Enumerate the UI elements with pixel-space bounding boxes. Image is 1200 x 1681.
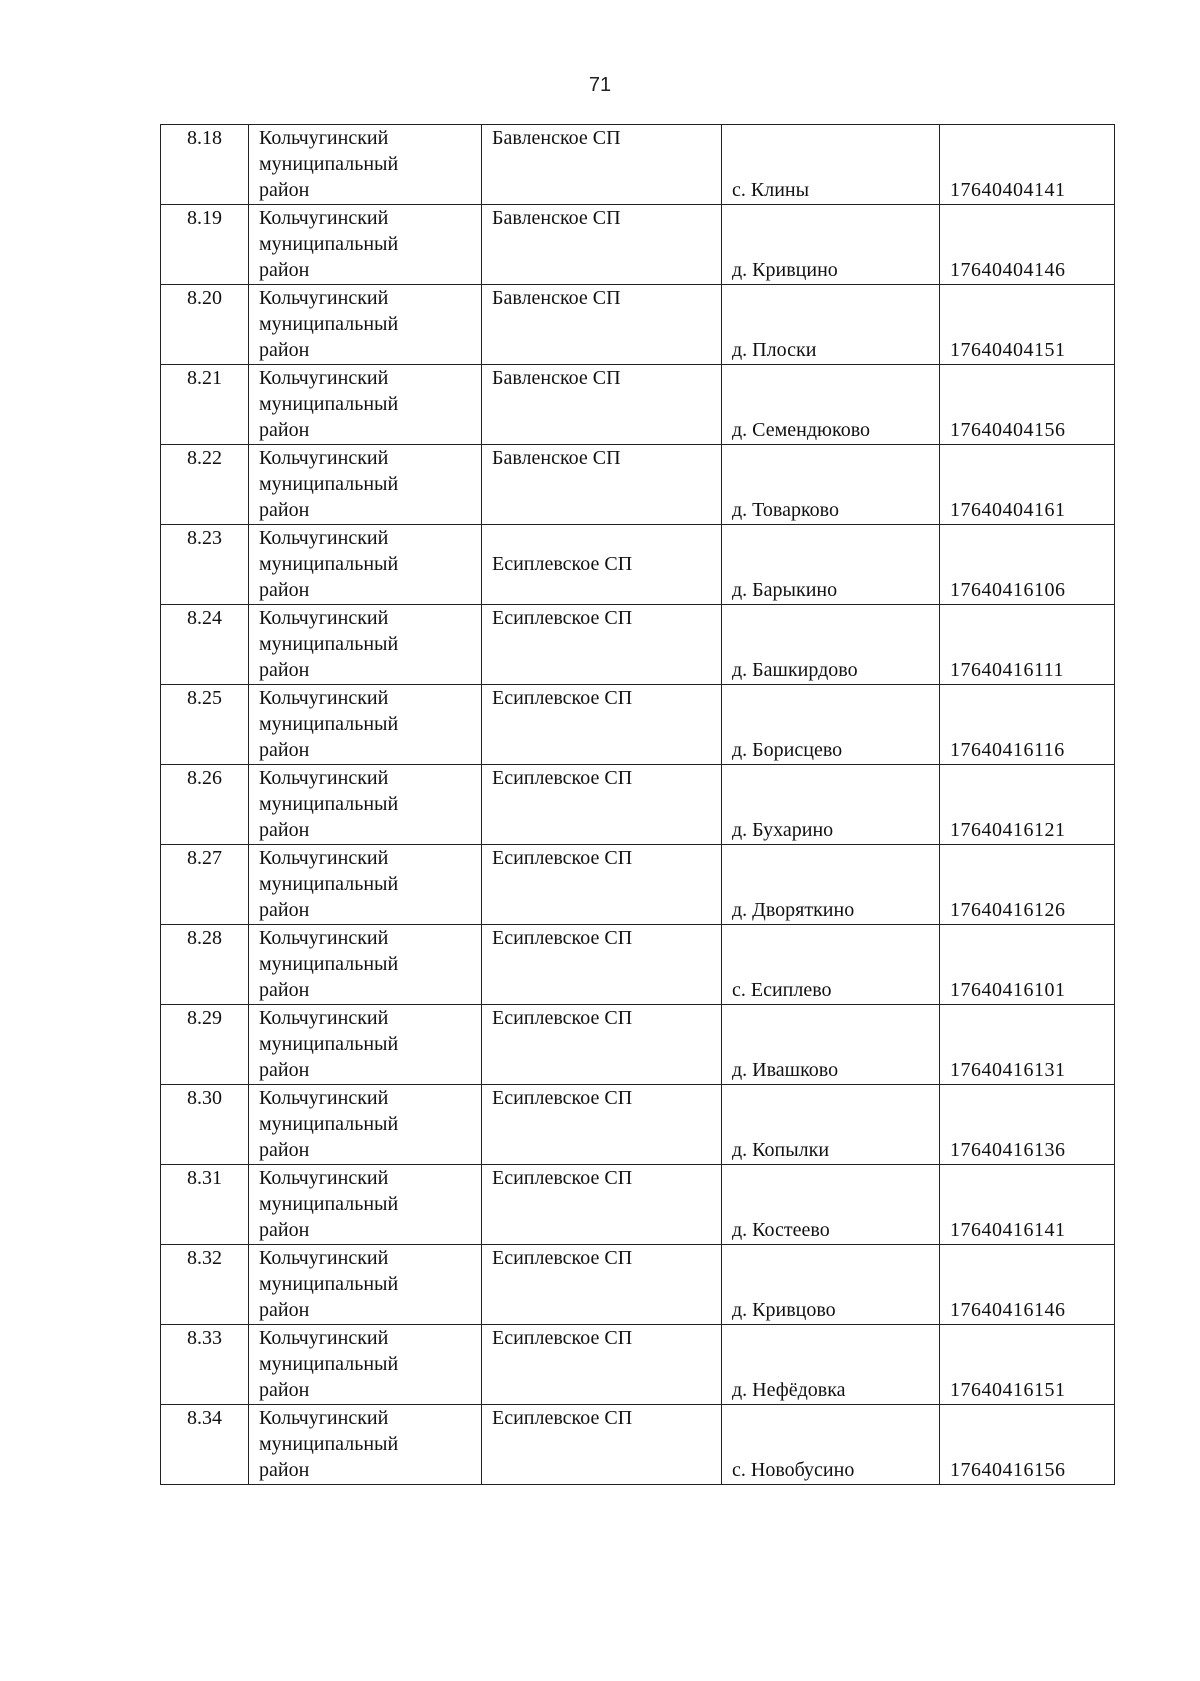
- locality-cell: [722, 1245, 940, 1325]
- settlement-cell: [482, 365, 722, 445]
- oktmo-code-cell: [940, 845, 1115, 925]
- district-cell: [249, 925, 482, 1005]
- oktmo-code-text: 17640404156: [950, 419, 1066, 441]
- district-text: Кольчугинский муниципальный район: [259, 1327, 399, 1401]
- row-number-cell: [161, 1165, 249, 1245]
- district-cell: [249, 685, 482, 765]
- locality-cell: [722, 765, 940, 845]
- row-number-cell: [161, 1005, 249, 1085]
- table-row: [161, 845, 1115, 925]
- locality-text: д. Костеево: [732, 1219, 830, 1241]
- settlement-text: Есиплевское СП: [492, 553, 633, 575]
- locality-text: д. Бухарино: [732, 819, 834, 841]
- locality-cell: [722, 445, 940, 525]
- row-number-cell: [161, 1085, 249, 1165]
- district-text: Кольчугинский муниципальный район: [259, 927, 399, 1001]
- district-text: Кольчугинский муниципальный район: [259, 1247, 399, 1321]
- row-number-text: 8.18: [187, 127, 222, 149]
- district-cell: [249, 605, 482, 685]
- row-number-text: 8.22: [187, 447, 222, 469]
- row-number-cell: [161, 605, 249, 685]
- oktmo-code-text: 17640416151: [950, 1379, 1066, 1401]
- oktmo-code-text: 17640416116: [950, 739, 1065, 761]
- table-row: [161, 1245, 1115, 1325]
- oktmo-code-text: 17640416141: [950, 1219, 1066, 1241]
- district-text: Кольчугинский муниципальный район: [259, 847, 399, 921]
- district-cell: [249, 285, 482, 365]
- oktmo-code-cell: [940, 765, 1115, 845]
- table-row: [161, 1085, 1115, 1165]
- district-cell: [249, 1405, 482, 1485]
- settlement-text: Бавленское СП: [492, 127, 621, 149]
- settlement-text: Есиплевское СП: [492, 847, 633, 869]
- district-cell: [249, 1325, 482, 1405]
- settlement-cell: [482, 285, 722, 365]
- row-number-cell: [161, 125, 249, 205]
- settlement-cell: [482, 1005, 722, 1085]
- locality-cell: [722, 1405, 940, 1485]
- oktmo-code-cell: [940, 285, 1115, 365]
- settlement-text: Есиплевское СП: [492, 767, 633, 789]
- row-number-text: 8.20: [187, 287, 222, 309]
- row-number-text: 8.27: [187, 847, 222, 869]
- locality-cell: [722, 365, 940, 445]
- locality-cell: [722, 1085, 940, 1165]
- oktmo-code-text: 17640416156: [950, 1459, 1066, 1481]
- locality-text: с. Новобусино: [732, 1459, 855, 1481]
- district-cell: [249, 205, 482, 285]
- oktmo-code-cell: [940, 125, 1115, 205]
- settlement-cell: [482, 1165, 722, 1245]
- row-number-cell: [161, 765, 249, 845]
- row-number-text: 8.32: [187, 1247, 222, 1269]
- row-number-cell: [161, 925, 249, 1005]
- oktmo-code-cell: [940, 445, 1115, 525]
- row-number-text: 8.31: [187, 1167, 222, 1189]
- district-cell: [249, 445, 482, 525]
- row-number-text: 8.23: [187, 527, 222, 549]
- table-row: [161, 445, 1115, 525]
- locality-cell: [722, 1165, 940, 1245]
- district-cell: [249, 125, 482, 205]
- settlement-text: Есиплевское СП: [492, 1327, 633, 1349]
- settlement-cell: [482, 525, 722, 605]
- district-cell: [249, 365, 482, 445]
- locality-text: д. Плоски: [732, 339, 817, 361]
- oktmo-code-text: 17640416101: [950, 979, 1066, 1001]
- district-text: Кольчугинский муниципальный район: [259, 1087, 399, 1161]
- table-row: [161, 1325, 1115, 1405]
- locality-text: д. Барыкино: [732, 579, 838, 601]
- table-row: [161, 765, 1115, 845]
- district-text: Кольчугинский муниципальный район: [259, 1407, 399, 1481]
- oktmo-code-cell: [940, 1325, 1115, 1405]
- oktmo-code-text: 17640416111: [950, 659, 1065, 681]
- table-body: [161, 125, 1115, 1485]
- settlement-text: Бавленское СП: [492, 207, 621, 229]
- table-row: [161, 285, 1115, 365]
- district-text: Кольчугинский муниципальный район: [259, 447, 399, 521]
- locality-cell: [722, 845, 940, 925]
- table-row: [161, 1165, 1115, 1245]
- district-cell: [249, 1085, 482, 1165]
- settlement-text: Есиплевское СП: [492, 1167, 633, 1189]
- row-number-text: 8.21: [187, 367, 222, 389]
- settlement-cell: [482, 845, 722, 925]
- locality-text: с. Есиплево: [732, 979, 832, 1001]
- row-number-cell: [161, 525, 249, 605]
- locality-cell: [722, 925, 940, 1005]
- settlement-cell: [482, 765, 722, 845]
- table-row: [161, 525, 1115, 605]
- locality-cell: [722, 685, 940, 765]
- row-number-text: 8.29: [187, 1007, 222, 1029]
- table-row: [161, 125, 1115, 205]
- district-text: Кольчугинский муниципальный район: [259, 767, 399, 841]
- row-number-text: 8.26: [187, 767, 222, 789]
- oktmo-code-text: 17640416146: [950, 1299, 1066, 1321]
- district-text: Кольчугинский муниципальный район: [259, 1007, 399, 1081]
- page-number: 71: [588, 74, 612, 96]
- settlement-text: Есиплевское СП: [492, 1087, 633, 1109]
- oktmo-code-cell: [940, 1005, 1115, 1085]
- oktmo-code-cell: [940, 1245, 1115, 1325]
- table-row: [161, 1405, 1115, 1485]
- settlement-cell: [482, 1085, 722, 1165]
- locality-text: с. Клины: [732, 179, 810, 201]
- district-text: Кольчугинский муниципальный район: [259, 127, 399, 201]
- settlement-cell: [482, 1245, 722, 1325]
- district-cell: [249, 845, 482, 925]
- row-number-text: 8.25: [187, 687, 222, 709]
- settlement-cell: [482, 445, 722, 525]
- row-number-cell: [161, 205, 249, 285]
- table-row: [161, 605, 1115, 685]
- locality-text: д. Башкирдово: [732, 659, 858, 681]
- locality-text: д. Семендюково: [732, 419, 870, 441]
- settlement-text: Есиплевское СП: [492, 1247, 633, 1269]
- settlement-text: Бавленское СП: [492, 447, 621, 469]
- row-number-cell: [161, 285, 249, 365]
- locality-text: д. Кривцово: [732, 1299, 836, 1321]
- settlement-cell: [482, 925, 722, 1005]
- oktmo-code-cell: [940, 1405, 1115, 1485]
- oktmo-code-cell: [940, 1085, 1115, 1165]
- settlement-text: Есиплевское СП: [492, 1407, 633, 1429]
- district-cell: [249, 525, 482, 605]
- settlement-cell: [482, 605, 722, 685]
- oktmo-code-cell: [940, 1165, 1115, 1245]
- settlement-text: Есиплевское СП: [492, 607, 633, 629]
- row-number-cell: [161, 445, 249, 525]
- row-number-cell: [161, 1325, 249, 1405]
- oktmo-code-text: 17640416106: [950, 579, 1066, 601]
- oktmo-code-cell: [940, 525, 1115, 605]
- locality-text: д. Борисцево: [732, 739, 843, 761]
- row-number-text: 8.34: [187, 1407, 222, 1429]
- district-text: Кольчугинский муниципальный район: [259, 287, 399, 361]
- table-row: [161, 685, 1115, 765]
- district-cell: [249, 1245, 482, 1325]
- oktmo-code-cell: [940, 685, 1115, 765]
- row-number-cell: [161, 1405, 249, 1485]
- oktmo-code-text: 17640404141: [950, 179, 1066, 201]
- row-number-text: 8.24: [187, 607, 222, 629]
- district-cell: [249, 1165, 482, 1245]
- locality-cell: [722, 285, 940, 365]
- row-number-cell: [161, 1245, 249, 1325]
- oktmo-code-cell: [940, 925, 1115, 1005]
- row-number-text: 8.19: [187, 207, 222, 229]
- locality-text: д. Товарково: [732, 499, 839, 521]
- locality-cell: [722, 125, 940, 205]
- oktmo-code-text: 17640404146: [950, 259, 1066, 281]
- locality-cell: [722, 1325, 940, 1405]
- settlement-text: Бавленское СП: [492, 287, 621, 309]
- locality-text: д. Копылки: [732, 1139, 830, 1161]
- row-number-text: 8.30: [187, 1087, 222, 1109]
- district-text: Кольчугинский муниципальный район: [259, 207, 399, 281]
- settlement-text: Есиплевское СП: [492, 687, 633, 709]
- table-row: [161, 925, 1115, 1005]
- district-text: Кольчугинский муниципальный район: [259, 527, 399, 601]
- table-row: [161, 205, 1115, 285]
- settlement-cell: [482, 1405, 722, 1485]
- district-cell: [249, 1005, 482, 1085]
- oktmo-code-cell: [940, 205, 1115, 285]
- locality-cell: [722, 1005, 940, 1085]
- settlement-text: Бавленское СП: [492, 367, 621, 389]
- district-text: Кольчугинский муниципальный район: [259, 367, 399, 441]
- oktmo-code-text: 17640404161: [950, 499, 1066, 521]
- oktmo-code-text: 17640416121: [950, 819, 1066, 841]
- locality-text: д. Нефёдовка: [732, 1379, 846, 1401]
- row-number-cell: [161, 365, 249, 445]
- locality-cell: [722, 205, 940, 285]
- oktmo-code-text: 17640404151: [950, 339, 1066, 361]
- oktmo-code-cell: [940, 365, 1115, 445]
- settlement-cell: [482, 125, 722, 205]
- locality-text: д. Дворяткино: [732, 899, 855, 921]
- oktmo-code-cell: [940, 605, 1115, 685]
- locality-cell: [722, 605, 940, 685]
- district-text: Кольчугинский муниципальный район: [259, 687, 399, 761]
- row-number-text: 8.33: [187, 1327, 222, 1349]
- table-row: [161, 1005, 1115, 1085]
- oktmo-code-text: 17640416126: [950, 899, 1066, 921]
- oktmo-code-text: 17640416131: [950, 1059, 1066, 1081]
- table-row: [161, 365, 1115, 445]
- district-cell: [249, 765, 482, 845]
- row-number-cell: [161, 845, 249, 925]
- district-text: Кольчугинский муниципальный район: [259, 607, 399, 681]
- settlements-table: [160, 124, 1115, 1485]
- locality-text: д. Кривцино: [732, 259, 838, 281]
- locality-cell: [722, 525, 940, 605]
- row-number-cell: [161, 685, 249, 765]
- settlement-cell: [482, 205, 722, 285]
- settlement-cell: [482, 685, 722, 765]
- row-number-text: 8.28: [187, 927, 222, 949]
- settlement-cell: [482, 1325, 722, 1405]
- settlement-text: Есиплевское СП: [492, 1007, 633, 1029]
- district-text: Кольчугинский муниципальный район: [259, 1167, 399, 1241]
- settlement-text: Есиплевское СП: [492, 927, 633, 949]
- locality-text: д. Ивашково: [732, 1059, 839, 1081]
- oktmo-code-text: 17640416136: [950, 1139, 1066, 1161]
